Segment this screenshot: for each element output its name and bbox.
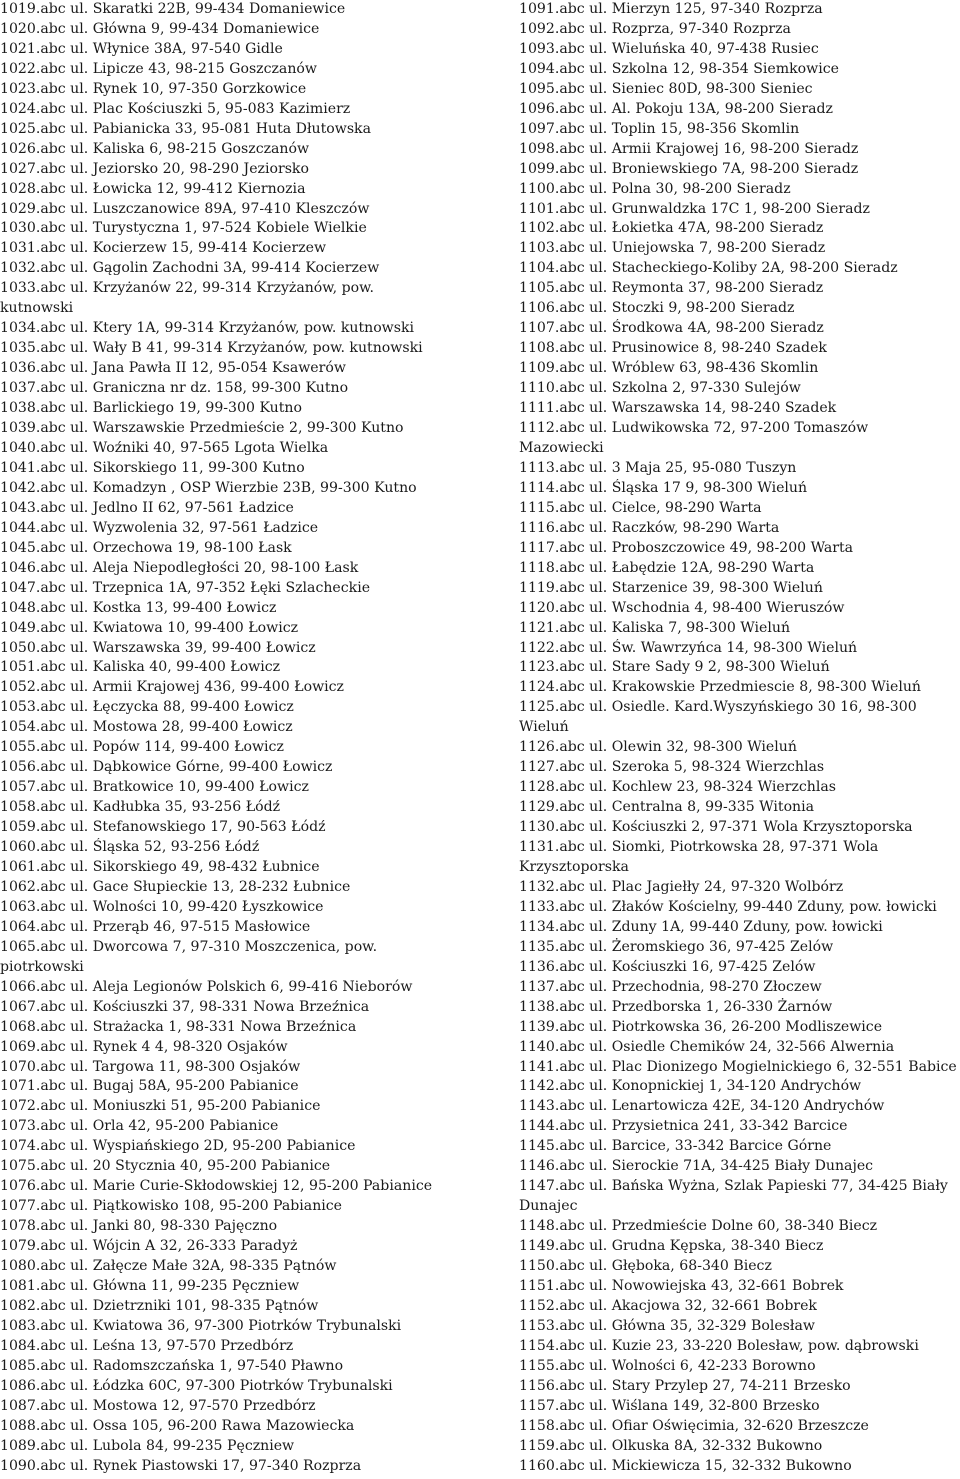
address-list-item: 1043.abc ul. Jedlno II 62, 97-561 Ładzice [0,499,294,516]
address-list-item: Mazowiecki [519,439,604,456]
address-list-item: 1113.abc ul. 3 Maja 25, 95-080 Tuszyn [519,459,797,476]
address-list-item: 1127.abc ul. Szeroka 5, 98-324 Wierzchlas [519,759,825,776]
address-list-item: 1122.abc ul. Św. Wawrzyńca 14, 98-300 Wieluń [519,639,858,656]
address-list-item: 1037.abc ul. Graniczna nr dz. 158, 99-300 Kutno [0,380,349,397]
address-list-item: 1059.abc ul. Stefanowskiego 17, 90-563 Łódź [0,819,326,836]
address-list-item: 1088.abc ul. Ossa 105, 96-200 Rawa Mazowiecka [0,1417,355,1434]
address-list-item: 1147.abc ul. Bańska Wyżna, Szlak Papieski 77, 34-425 Biały [519,1178,948,1195]
address-list-item: 1027.abc ul. Jeziorsko 20, 98-290 Jeziorsko [0,160,309,177]
address-list-item: 1068.abc ul. Strażacka 1, 98-331 Nowa Brzeźnica [0,1018,357,1035]
address-list-item: 1069.abc ul. Rynek 4 4, 98-320 Osjaków [0,1038,288,1055]
address-list-item: 1051.abc ul. Kaliska 40, 99-400 Łowicz [0,659,281,676]
address-list-item: 1100.abc ul. Polna 30, 98-200 Sieradz [519,180,791,197]
address-list-item: 1050.abc ul. Warszawska 39, 99-400 Łowicz [0,639,316,656]
address-list-item: 1087.abc ul. Mostowa 12, 97-570 Przedbórz [0,1397,316,1414]
address-list-item: 1045.abc ul. Orzechowa 19, 98-100 Łask [0,539,292,556]
address-list-item: 1120.abc ul. Wschodnia 4, 98-400 Wieruszów [519,599,845,616]
address-list-item: 1158.abc ul. Ofiar Oświęcimia, 32-620 Brzeszcze [519,1417,869,1434]
address-list-item: 1030.abc ul. Turystyczna 1, 97-524 Kobiele Wielkie [0,220,367,237]
address-list-item: 1110.abc ul. Szkolna 2, 97-330 Sulejów [519,380,801,397]
address-list-item: 1058.abc ul. Kadłubka 35, 93-256 Łódź [0,799,281,816]
address-list-item: 1022.abc ul. Lipicze 43, 98-215 Goszczanów [0,60,317,77]
address-list-item: 1121.abc ul. Kaliska 7, 98-300 Wieluń [519,619,791,636]
address-list-item: 1091.abc ul. Mierzyn 125, 97-340 Rozprza [519,1,823,17]
address-list-item: 1052.abc ul. Armii Krajowej 436, 99-400 Łowicz [0,679,344,696]
address-list-item: 1044.abc ul. Wyzwolenia 32, 97-561 Ładzice [0,519,319,536]
address-list-item: 1116.abc ul. Raczków, 98-290 Warta [519,519,780,536]
address-list-item: 1106.abc ul. Stoczki 9, 98-200 Sieradz [519,300,795,317]
address-list-item: 1131.abc ul. Siomki, Piotrkowska 28, 97-371 Wola [519,839,879,856]
address-list-item: 1146.abc ul. Sierockie 71A, 34-425 Biały Dunajec [519,1158,874,1175]
address-list-item: 1093.abc ul. Wieluńska 40, 97-438 Rusiec [519,40,819,57]
address-list-item: 1089.abc ul. Lubola 84, 99-235 Pęczniew [0,1437,295,1454]
address-list-item: piotrkowski [0,958,84,975]
address-list-item: 1094.abc ul. Szkolna 12, 98-354 Siemkowice [519,60,839,77]
address-list-item: 1149.abc ul. Grudna Kępska, 38-340 Biecz [519,1238,824,1255]
address-list-item: 1130.abc ul. Kościuszki 2, 97-371 Wola Krzysztoporska [519,819,913,836]
address-list-item: 1109.abc ul. Wróblew 63, 98-436 Skomlin [519,360,819,377]
address-list-item: 1152.abc ul. Akacjowa 32, 32-661 Bobrek [519,1297,817,1314]
address-list-item: 1060.abc ul. Śląska 52, 93-256 Łódź [0,839,260,856]
address-list-item: 1042.abc ul. Komadzyn , OSP Wierzbie 23B, 99-300 Kutno [0,479,417,496]
address-list-item: 1054.abc ul. Mostowa 28, 99-400 Łowicz [0,719,293,736]
address-list-item: 1099.abc ul. Broniewskiego 7A, 98-200 Sieradz [519,160,859,177]
address-list-item: 1148.abc ul. Przedmieście Dolne 60, 38-340 Biecz [519,1218,878,1235]
address-list-item: 1096.abc ul. Al. Pokoju 13A, 98-200 Sieradz [519,100,833,117]
address-list-item: 1080.abc ul. Załęcze Małe 32A, 98-335 Pątnów [0,1258,337,1275]
address-list-item: 1076.abc ul. Marie Curie-Skłodowskiej 12, 95-200 Pabianice [0,1178,433,1195]
address-list-item: 1092.abc ul. Rozprza, 97-340 Rozprza [519,20,791,37]
address-list-item: 1048.abc ul. Kostka 13, 99-400 Łowicz [0,599,277,616]
address-list-item: 1125.abc ul. Osiedle. Kard.Wyszyńskiego 30 16, 98-300 [519,699,917,716]
address-list-item: 1046.abc ul. Aleja Niepodległości 20, 98-100 Łask [0,559,359,576]
address-list-item: 1071.abc ul. Bugaj 58A, 95-200 Pabianice [0,1078,299,1095]
address-list-item: 1142.abc ul. Konopnickiej 1, 34-120 Andrychów [519,1078,862,1095]
address-list-item: 1019.abc ul. Skaratki 22B, 99-434 Domaniewice [0,1,346,17]
address-list-item: 1156.abc ul. Stary Przylep 27, 74-211 Brzesko [519,1377,851,1394]
address-list-item: 1047.abc ul. Trzepnica 1A, 97-352 Łęki Szlacheckie [0,579,371,596]
address-list-item: 1083.abc ul. Kwiatowa 36, 97-300 Piotrków Trybunalski [0,1317,402,1334]
address-list-item: 1135.abc ul. Żeromskiego 36, 97-425 Zelów [519,938,834,955]
address-list-item: 1077.abc ul. Piątkowisko 108, 95-200 Pabianice [0,1198,343,1215]
address-list-item: 1159.abc ul. Olkuska 8A, 32-332 Bukowno [519,1437,823,1454]
address-list-item: 1118.abc ul. Łabędzie 12A, 98-290 Warta [519,559,815,576]
address-list-item: 1028.abc ul. Łowicka 12, 99-412 Kiernozia [0,180,306,197]
address-list-item: 1049.abc ul. Kwiatowa 10, 99-400 Łowicz [0,619,299,636]
address-list-item: 1137.abc ul. Przechodnia, 98-270 Złoczew [519,978,822,995]
address-list-item: 1132.abc ul. Plac Jagiełły 24, 97-320 Wolbórz [519,878,844,895]
address-list-item: kutnowski [0,300,74,317]
address-list-item: 1084.abc ul. Leśna 13, 97-570 Przedbórz [0,1337,294,1354]
address-list-item: 1023.abc ul. Rynek 10, 97-350 Gorzkowice [0,80,307,97]
address-list-item: 1108.abc ul. Prusinowice 8, 98-240 Szadek [519,340,827,357]
address-list-item: 1039.abc ul. Warszawskie Przedmieście 2, 99-300 Kutno [0,420,404,437]
address-list-item: 1102.abc ul. Łokietka 47A, 98-200 Sieradz [519,220,824,237]
address-list-item: 1062.abc ul. Gace Słupieckie 13, 28-232 Łubnice [0,878,351,895]
address-list-item: 1038.abc ul. Barlickiego 19, 99-300 Kutno [0,400,302,417]
address-list-item: 1085.abc ul. Radomszczańska 1, 97-540 Pławno [0,1357,344,1374]
address-list-item: 1074.abc ul. Wyspiańskiego 2D, 95-200 Pabianice [0,1138,356,1155]
address-list-item: 1070.abc ul. Targowa 11, 98-300 Osjaków [0,1058,301,1075]
address-list-item: 1066.abc ul. Aleja Legionów Polskich 6, 99-416 Nieborów [0,978,413,995]
address-list-item: 1082.abc ul. Dzietrzniki 101, 98-335 Pątnów [0,1297,319,1314]
address-list-item: 1061.abc ul. Sikorskiego 49, 98-432 Łubnice [0,858,320,875]
address-list-item: 1111.abc ul. Warszawska 14, 98-240 Szadek [519,400,837,417]
address-list-item: 1119.abc ul. Starzenice 39, 98-300 Wieluń [519,579,823,596]
address-list-item: 1126.abc ul. Olewin 32, 98-300 Wieluń [519,739,797,756]
address-list-item: 1139.abc ul. Piotrkowska 36, 26-200 Modliszewice [519,1018,883,1035]
address-list-item: 1032.abc ul. Gągolin Zachodni 3A, 99-414 Kocierzew [0,260,380,277]
address-list-item: 1143.abc ul. Lenartowicza 42E, 34-120 Andrychów [519,1098,885,1115]
address-list-item: 1024.abc ul. Plac Kościuszki 5, 95-083 Kazimierz [0,100,351,117]
address-list-item: 1041.abc ul. Sikorskiego 11, 99-300 Kutno [0,459,305,476]
address-list-item: 1053.abc ul. Łęczycka 88, 99-400 Łowicz [0,699,294,716]
address-list-item: 1026.abc ul. Kaliska 6, 98-215 Goszczanów [0,140,310,157]
address-list-item: 1107.abc ul. Środkowa 4A, 98-200 Sieradz [519,320,824,337]
address-list-item: 1078.abc ul. Janki 80, 98-330 Pajęczno [0,1218,278,1235]
address-list-item: 1150.abc ul. Głęboka, 68-340 Biecz [519,1258,772,1275]
address-list-item: 1114.abc ul. Śląska 17 9, 98-300 Wieluń [519,479,808,496]
address-list-item: 1154.abc ul. Kuzie 23, 33-220 Bolesław, pow. dąbrowski [519,1337,919,1354]
address-list-item: 1067.abc ul. Kościuszki 37, 98-331 Nowa Brzeźnica [0,998,370,1015]
address-list-item: 1033.abc ul. Krzyżanów 22, 99-314 Krzyżanów, pow. [0,280,375,297]
address-list-item: 1128.abc ul. Kochlew 23, 98-324 Wierzchlas [519,779,837,796]
address-list-item: 1081.abc ul. Główna 11, 99-235 Pęczniew [0,1278,300,1294]
address-list-item: 1134.abc ul. Zduny 1A, 99-440 Zduny, pow. łowicki [519,918,883,935]
address-list-item: 1031.abc ul. Kocierzew 15, 99-414 Kocierzew [0,240,327,257]
address-list-item: 1035.abc ul. Wały B 41, 99-314 Krzyżanów, pow. kutnowski [0,340,423,357]
address-list-item: 1075.abc ul. 20 Stycznia 40, 95-200 Pabianice [0,1158,331,1175]
address-list-item: 1138.abc ul. Przedborska 1, 26-330 Żarnów [519,998,833,1015]
address-list-item: 1097.abc ul. Toplin 15, 98-356 Skomlin [519,120,800,137]
address-list-item: 1153.abc ul. Główna 35, 32-329 Bolesław [519,1317,815,1334]
address-list-item: 1140.abc ul. Osiedle Chemików 24, 32-566 Alwernia [519,1038,895,1055]
address-list-item: 1145.abc ul. Barcice, 33-342 Barcice Górne [519,1138,832,1155]
address-list-item: 1124.abc ul. Krakowskie Przedmiescie 8, 98-300 Wieluń [519,679,921,696]
address-list-item: 1151.abc ul. Nowowiejska 43, 32-661 Bobrek [519,1278,844,1294]
address-list-item: 1079.abc ul. Wójcin A 32, 26-333 Paradyż [0,1238,298,1255]
address-list-item: 1105.abc ul. Reymonta 37, 98-200 Sieradz [519,280,824,297]
address-list-item: Krzysztoporska [519,858,629,875]
address-list-item: 1133.abc ul. Złaków Kościelny, 99-440 Zduny, pow. łowicki [519,898,937,915]
address-list-item: 1090.abc ul. Rynek Piastowski 17, 97-340 Rozprza [0,1457,362,1474]
address-list-item: Wieluń [519,719,569,736]
address-list-item: 1073.abc ul. Orla 42, 95-200 Pabianice [0,1118,279,1135]
address-list-item: 1136.abc ul. Kościuszki 16, 97-425 Zelów [519,958,816,975]
address-list-item: 1123.abc ul. Stare Sady 9 2, 98-300 Wieluń [519,659,830,676]
address-list-item: 1104.abc ul. Stacheckiego-Koliby 2A, 98-200 Sieradz [519,260,898,277]
address-list-item: 1098.abc ul. Armii Krajowej 16, 98-200 Sieradz [519,140,859,157]
address-list-item: 1057.abc ul. Bratkowice 10, 99-400 Łowicz [0,779,309,796]
address-list-item: 1034.abc ul. Ktery 1A, 99-314 Krzyżanów, pow. kutnowski [0,320,415,337]
address-list-item: 1065.abc ul. Dworcowa 7, 97-310 Moszczenica, pow. [0,938,378,955]
address-list-item: 1144.abc ul. Przysietnica 241, 33-342 Barcice [519,1118,848,1135]
address-list-item: 1095.abc ul. Sieniec 80D, 98-300 Sieniec [519,80,813,97]
address-list-item: 1040.abc ul. Woźniki 40, 97-565 Lgota Wielka [0,439,329,456]
address-list-item: 1036.abc ul. Jana Pawła II 12, 95-054 Ksawerów [0,360,346,377]
address-list-item: 1115.abc ul. Cielce, 98-290 Warta [519,499,762,516]
address-list-item: 1129.abc ul. Centralna 8, 99-335 Witonia [519,799,815,816]
address-list-item: 1063.abc ul. Wolności 10, 99-420 Łyszkowice [0,898,324,915]
address-list-item: 1029.abc ul. Luszczanowice 89A, 97-410 Kleszczów [0,200,370,217]
address-list-item: 1055.abc ul. Popów 114, 99-400 Łowicz [0,739,284,756]
address-list-item: 1160.abc ul. Mickiewicza 15, 32-332 Bukowno [519,1457,852,1474]
address-list-item: 1072.abc ul. Moniuszki 51, 95-200 Pabianice [0,1098,321,1115]
address-list-item: 1101.abc ul. Grunwaldzka 17C 1, 98-200 Sieradz [519,200,870,217]
address-list-item: 1112.abc ul. Ludwikowska 72, 97-200 Tomaszów [519,420,869,437]
address-list-item: 1064.abc ul. Przerąb 46, 97-515 Masłowice [0,918,311,935]
address-list-item: 1020.abc ul. Główna 9, 99-434 Domaniewice [0,20,320,37]
address-list-item: Dunajec [519,1198,578,1215]
address-list-item: 1141.abc ul. Plac Dionizego Mogielnickiego 6, 32-551 Babice [519,1058,957,1075]
address-list-item: 1056.abc ul. Dąbkowice Górne, 99-400 Łowicz [0,759,333,776]
address-list-item: 1025.abc ul. Pabianicka 33, 95-081 Huta Dłutowska [0,120,371,137]
address-list-right-column [519,0,960,1477]
address-list-item: 1157.abc ul. Wiślana 149, 32-800 Brzesko [519,1397,820,1414]
address-list-item: 1103.abc ul. Uniejowska 7, 98-200 Sieradz [519,240,826,257]
address-list-item: 1086.abc ul. Łódzka 60C, 97-300 Piotrków Trybunalski [0,1377,393,1394]
address-list-item: 1155.abc ul. Wolności 6, 42-233 Borowno [519,1357,816,1374]
address-list-item: 1117.abc ul. Proboszczowice 49, 98-200 Warta [519,539,854,556]
address-list-item: 1021.abc ul. Włynice 38A, 97-540 Gidle [0,40,283,57]
